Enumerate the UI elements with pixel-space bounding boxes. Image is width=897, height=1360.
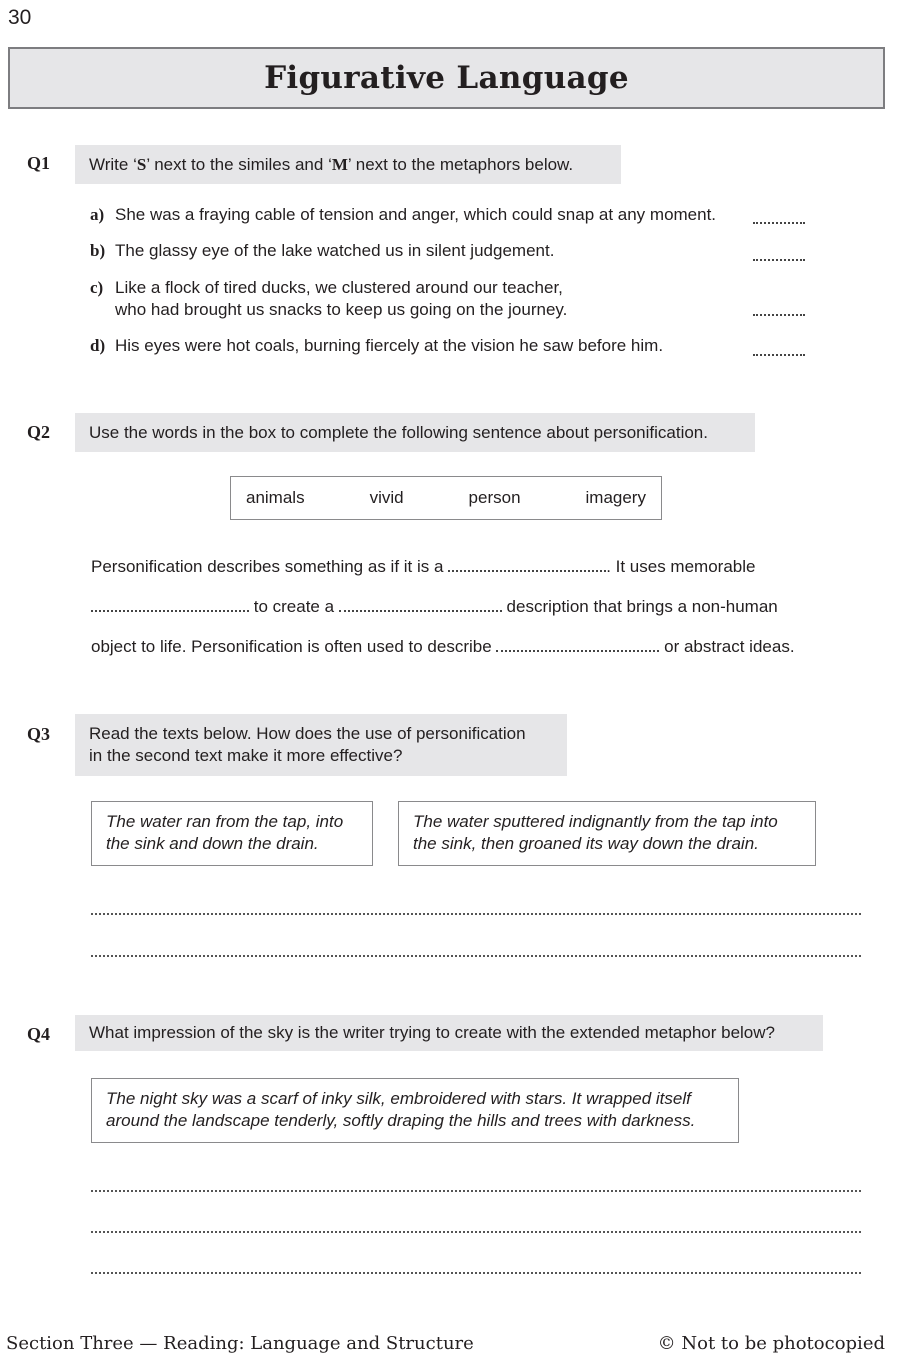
cloze-line-3: object to life. Personification is often used to describe or abstract ideas. (91, 637, 795, 656)
q3-prompt: Read the texts below. How does the use of personification in the second text make it more effective? (75, 714, 567, 776)
page-title: Figurative Language (264, 60, 629, 96)
q2-label: Q2 (27, 422, 51, 442)
q1-prompt (75, 145, 621, 184)
q1-label: Q1 (27, 153, 51, 173)
q1-answer-b[interactable] (753, 259, 805, 261)
q1-item-d: d) His eyes were hot coals, burning fiercely at the vision he saw before him. (90, 336, 664, 355)
q3-answer-line-2[interactable] (91, 955, 861, 957)
title-banner (8, 47, 885, 109)
q4-answer-line-2[interactable] (91, 1231, 861, 1233)
q1-answer-c[interactable] (753, 314, 805, 316)
q1-item-b: b) The glassy eye of the lake watched us in silent judgement. (90, 241, 555, 260)
q1-item-a: a) She was a fraying cable of tension and anger, which could snap at any moment. (90, 205, 717, 224)
word-imagery: imagery (585, 488, 646, 507)
q4-quote: The night sky was a scarf of inky silk, embroidered with stars. It wrapped itself around the landscape tenderly, softly draping the hills and trees with darkness. (91, 1078, 739, 1143)
q3-text-1: The water ran from the tap, into the sink and down the drain. (91, 801, 373, 866)
q4-label: Q4 (27, 1024, 51, 1044)
q1-item-c: c) Like a flock of tired ducks, we clustered around our teacher, who had brought us snacks to keep us going on the journey. (90, 278, 568, 319)
q1-prompt-text: Write ‘S’ next to the similes and ‘M’ next to the metaphors below. (89, 154, 574, 174)
blank-1[interactable] (448, 556, 606, 572)
q1-answer-d[interactable] (753, 354, 805, 356)
cloze-line-2: to create a description that brings a non-human (91, 596, 778, 618)
blank-2[interactable] (91, 596, 249, 612)
blank-4[interactable] (496, 636, 659, 652)
q3-label: Q3 (27, 724, 51, 744)
word-box (230, 476, 662, 520)
word-vivid: vivid (369, 488, 404, 507)
footer-copyright: © Not to be photocopied (657, 1333, 885, 1354)
word-person: person (468, 488, 521, 507)
q4-answer-line-1[interactable] (91, 1190, 861, 1192)
cloze-line-1: Personification describes something as if it is a . It uses memorable (91, 557, 756, 576)
q1-answer-a[interactable] (753, 222, 805, 224)
q3-text-2: The water sputtered indignantly from the tap into the sink, then groaned its way down the drain. (398, 801, 816, 866)
footer-section: Section Three — Reading: Language and Structure (6, 1333, 474, 1354)
q4-prompt: What impression of the sky is the writer trying to create with the extended metaphor below? (75, 1015, 823, 1051)
blank-3[interactable] (339, 596, 502, 612)
page-number: 30 (8, 6, 32, 29)
q3-answer-line-1[interactable] (91, 913, 861, 915)
q2-prompt: Use the words in the box to complete the following sentence about personification. (75, 413, 755, 452)
word-animals: animals (246, 488, 305, 507)
q4-answer-line-3[interactable] (91, 1272, 861, 1274)
